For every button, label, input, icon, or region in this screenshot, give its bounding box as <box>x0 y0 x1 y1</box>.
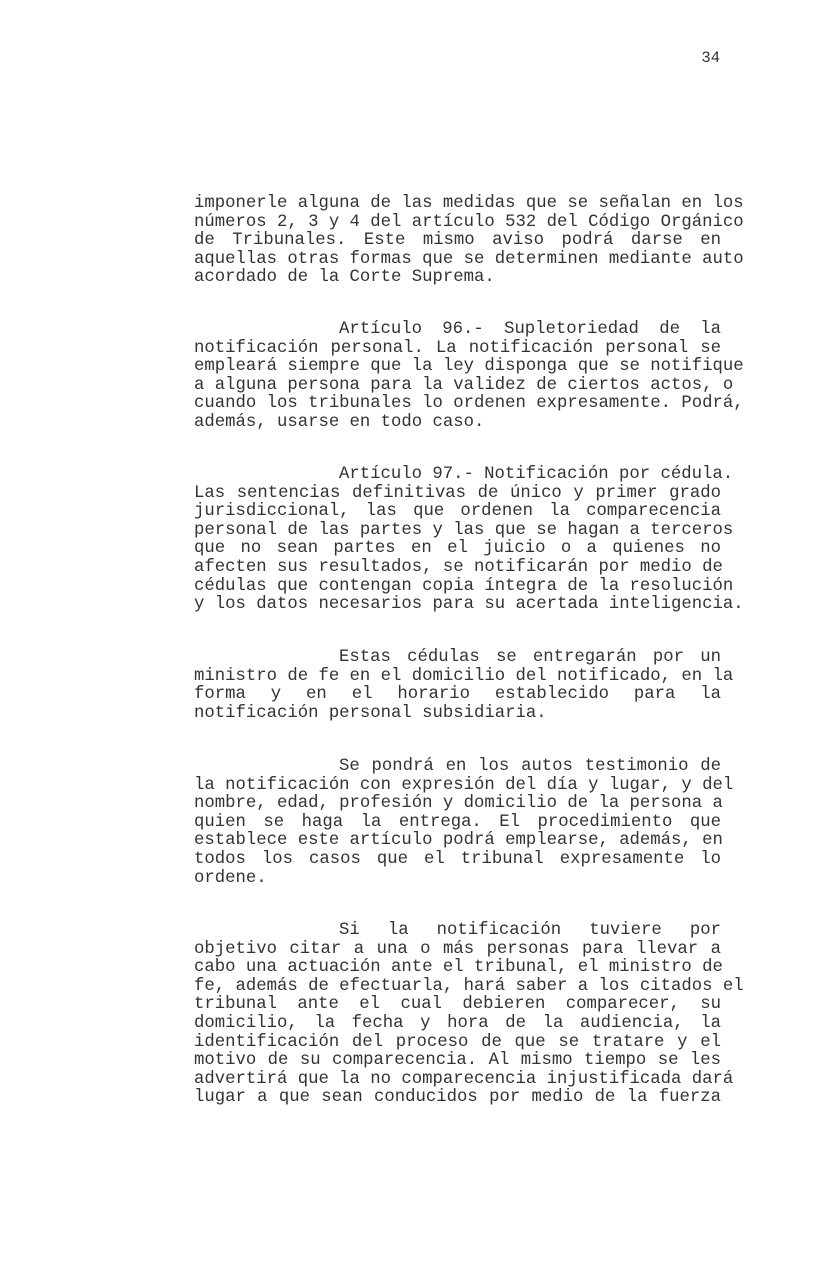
text-line: notificación personal subsidiaria. <box>194 703 547 723</box>
text-line: objetivo citar a una o más personas para llevar a <box>194 939 721 959</box>
text-line: imponerle alguna de las medidas que se señalan en los <box>194 194 744 213</box>
text-line: empleará siempre que la ley disponga que se notifique <box>194 357 744 377</box>
paragraph <box>194 648 734 723</box>
text-line: Estas cédulas se entregarán por un <box>339 648 721 667</box>
text-line: domicilio, la fecha y hora de la audiencia, la <box>194 1013 721 1033</box>
text-line: a alguna persona para la validez de ciertos actos, o <box>194 375 734 395</box>
text-line: la notificación con expresión del día y lugar, y del <box>194 775 734 795</box>
text-line: fe, además de efectuarla, hará saber a los citados el <box>194 976 744 996</box>
page-number: 34 <box>701 49 720 67</box>
text-line: cuando los tribunales lo ordenen expresamente. Podrá, <box>194 394 744 414</box>
text-line: Las sentencias definitivas de único y primer grado <box>194 483 721 503</box>
text-line: motivo de su comparecencia. Al mismo tiempo se les <box>194 1051 721 1071</box>
text-line: cabo una actuación ante el tribunal, el ministro de <box>194 958 723 978</box>
text-line: afecten sus resultados, se notificarán por medio de <box>194 557 723 577</box>
paragraph <box>194 194 744 288</box>
text-line: aquellas otras formas que se determinen mediante auto <box>194 249 744 269</box>
paragraph <box>194 921 744 1108</box>
text-line: ordene. <box>194 868 267 888</box>
text-line: advertirá que la no comparecencia injustificada dará <box>194 1069 734 1089</box>
text-line: identificación del proceso de que se tratare y el <box>194 1032 721 1052</box>
text-line: tribunal ante el cual debieren comparecer, su <box>194 995 721 1015</box>
text-line: Artículo 97.- Notificación por cédula. <box>339 465 734 484</box>
text-line: forma y en el horario establecido para la <box>194 685 721 705</box>
text-line: Artículo 96.- Supletoriedad de la <box>339 320 721 339</box>
text-line: números 2, 3 y 4 del artículo 532 del Código Orgánico <box>194 212 744 232</box>
text-line: quien se haga la entrega. El procedimiento que <box>194 812 721 832</box>
text-line: notificación personal. La notificación personal se <box>194 338 721 358</box>
paragraph <box>194 465 744 615</box>
text-line: Se pondrá en los autos testimonio de <box>339 757 721 776</box>
text-line: Si la notificación tuviere por <box>339 921 721 940</box>
text-line: y los datos necesarios para su acertada inteligencia. <box>194 595 744 615</box>
text-line: personal de las partes y las que se hagan a terceros <box>194 520 734 540</box>
text-line: que no sean partes en el juicio o a quienes no <box>194 539 721 559</box>
text-line: lugar a que sean conducidos por medio de la fuerza <box>194 1088 721 1108</box>
text-line: nombre, edad, profesión y domicilio de la persona a <box>194 794 723 814</box>
text-line: todos los casos que el tribunal expresamente lo <box>194 849 721 869</box>
paragraph <box>194 320 744 433</box>
paragraph <box>194 757 734 888</box>
text-line: jurisdiccional, las que ordenen la comparecencia <box>194 502 721 522</box>
text-line: ministro de fe en el domicilio del notificado, en la <box>194 666 734 686</box>
text-line: de Tribunales. Este mismo aviso podrá darse en <box>194 231 721 251</box>
text-line: cédulas que contengan copia íntegra de la resolución <box>194 576 734 596</box>
text-line: además, usarse en todo caso. <box>194 412 485 432</box>
text-line: establece este artículo podrá emplearse, además, en <box>194 831 723 851</box>
text-line: acordado de la Corte Suprema. <box>194 268 495 288</box>
